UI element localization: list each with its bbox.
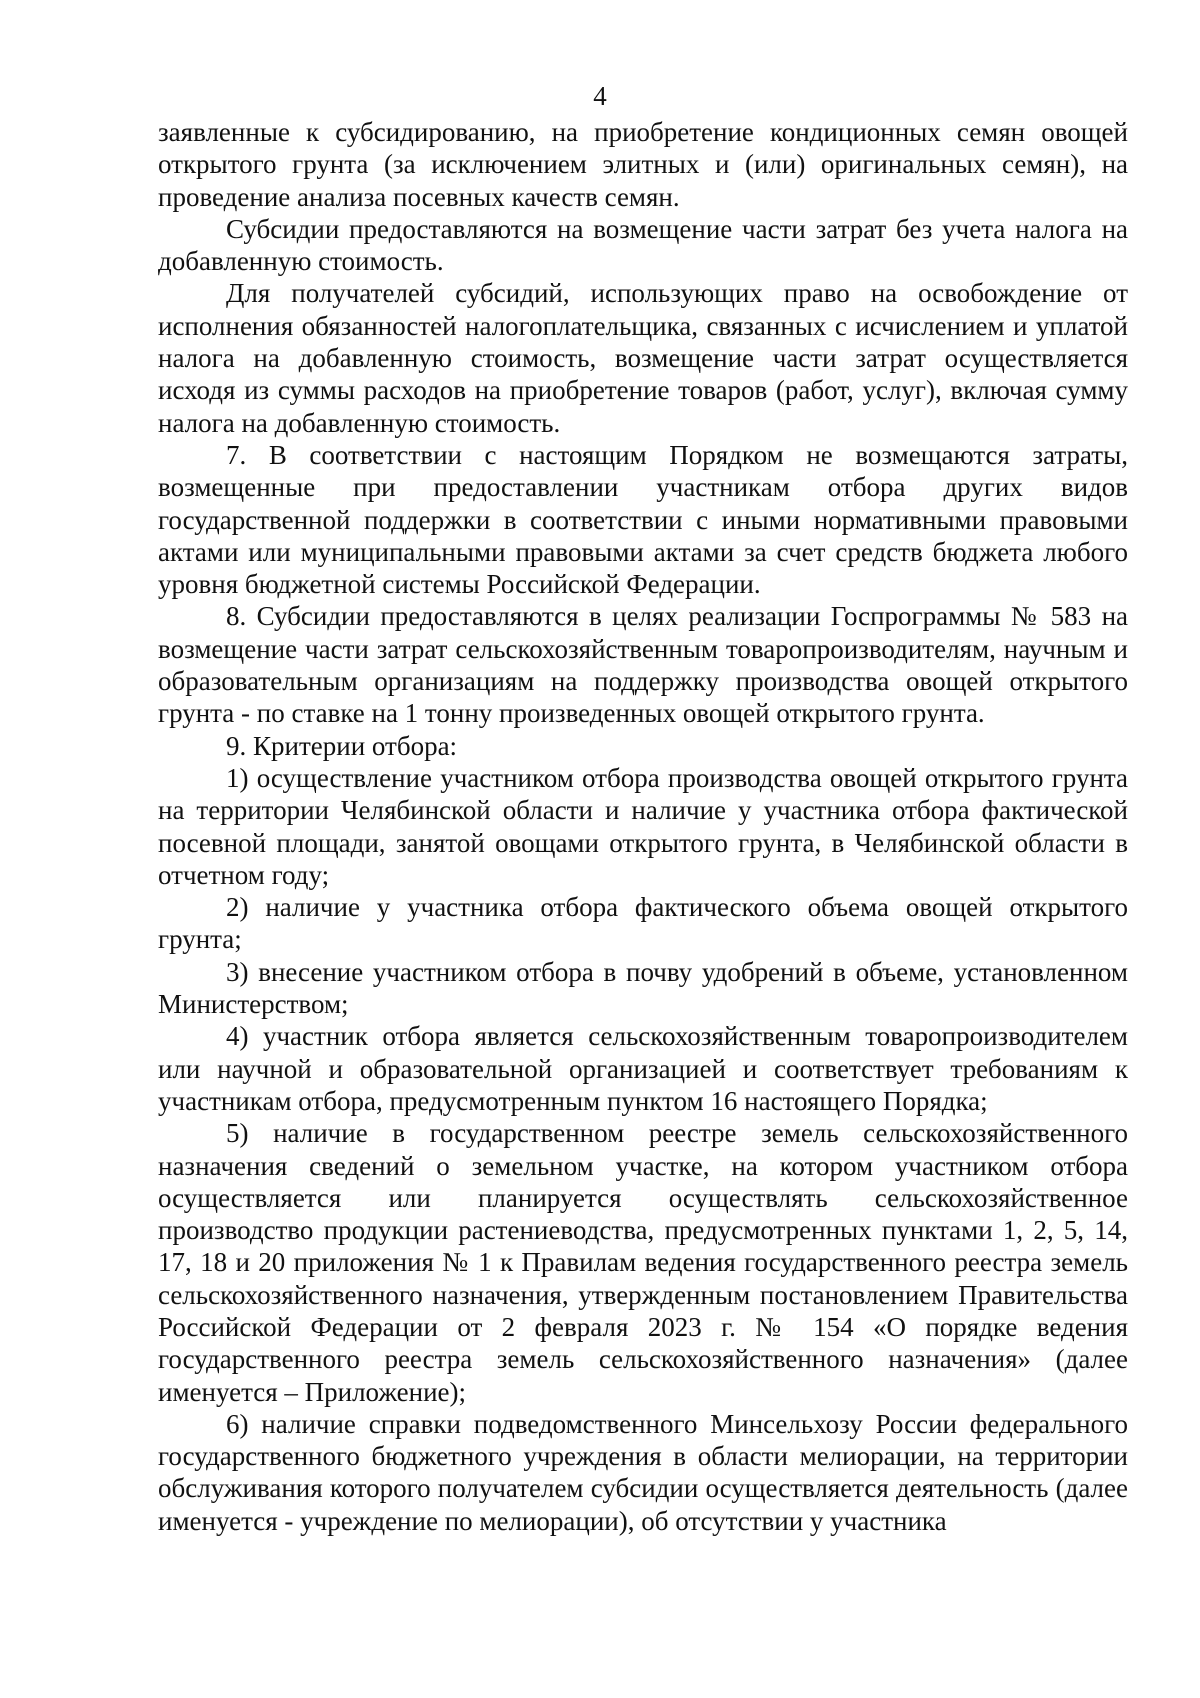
paragraph-continuation: заявленные к субсидированию, на приобретение кондиционных семян овощей открытого грунта (за исключением элитных и (или) оригинальных семян), на проведение анализа посевных качеств семян. bbox=[158, 117, 1128, 212]
paragraph-vat-exclusion: Субсидии предоставляются на возмещение части затрат без учета налога на добавленную стоимость. bbox=[158, 213, 1128, 277]
criterion-2: 2) наличие у участника отбора фактического объема овощей открытого грунта; bbox=[158, 892, 1128, 955]
criterion-3: 3) внесение участником отбора в почву удобрений в объеме, установленном Министерством; bbox=[158, 956, 1128, 1020]
criterion-6: 6) наличие справки подведомственного Минсельхозу России федерального государственного бюджетного учреждения в области мелиорации, на территории обслуживания которого получателем субсидии осуществляется деятельность (далее именуется - учреждение по мелиорации), об отсутствии у участника bbox=[158, 1408, 1128, 1536]
page-number: 4 bbox=[593, 81, 607, 111]
paragraph-item-7: 7. В соответствии с настоящим Порядком не возмещаются затраты, возмещенные при предоставлении участникам отбора других видов государственной поддержки в соответствии с иными нормативными правовыми актами или муниципальными правовыми актами за счет средств бюджета любого уровня бюджетной системы Российской Федерации. bbox=[158, 439, 1128, 600]
paragraph-vat-exemption: Для получателей субсидий, использующих право на освобождение от исполнения обязанностей налогоплательщика, связанных с исчислением и уплатой налога на добавленную стоимость, возмещение части затрат осуществляется исходя из суммы расходов на приобретение товаров (работ, услуг), включая сумму налога на добавленную стоимость. bbox=[158, 278, 1128, 438]
criterion-5: 5) наличие в государственном реестре земель сельскохозяйственного назначения сведений о земельном участке, на котором участником отбора осуществляется или планируется осуществлять сельскохозяйственное производство продукции растениеводства, предусмотренных пунктами 1, 2, 5, 14, 17, 18 и 20 приложения № 1 к Правилам ведения государственного реестра земель сельскохозяйственного назначения, утвержденным постановлением Правительства Российской Федерации от 2 февраля 2023 г. № 154 «О порядке ведения государственного реестра земель сельскохозяйственного назначения» (далее именуется – Приложение); bbox=[158, 1118, 1128, 1407]
criterion-4: 4) участник отбора является сельскохозяйственным товаропроизводителем или научной и образовательной организацией и соответствует требованиям к участникам отбора, предусмотренным пунктом 16 настоящего Порядка; bbox=[158, 1021, 1128, 1116]
paragraph-item-8: 8. Субсидии предоставляются в целях реализации Госпрограммы № 583 на возмещение части затрат сельскохозяйственным товаропроизводителям, научным и образовательным организациям на поддержку производства овощей открытого грунта - по ставке на 1 тонну произведенных овощей открытого грунта. bbox=[158, 601, 1128, 729]
document-body bbox=[158, 116, 1128, 1537]
paragraph-item-9-heading: 9. Критерии отбора: bbox=[226, 730, 458, 761]
criterion-1: 1) осуществление участником отбора производства овощей открытого грунта на территории Челябинской области и наличие у участника отбора фактической посевной площади, занятой овощами открытого грунта, в Челябинской области в отчетном году; bbox=[158, 762, 1128, 890]
